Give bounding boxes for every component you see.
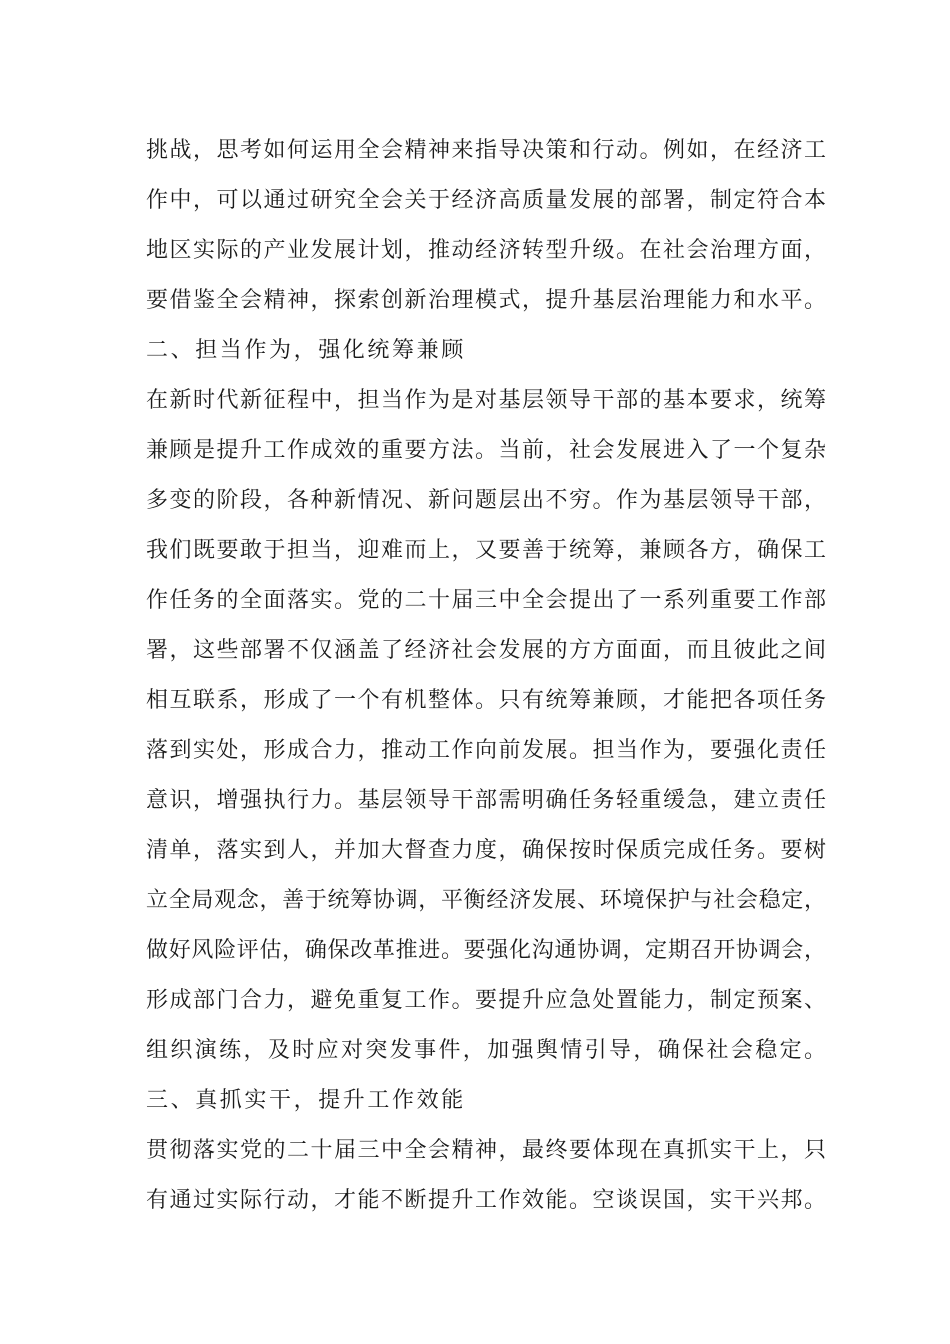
body-text-line: 有通过实际行动，才能不断提升工作效能。空谈误国，实干兴邦。: [146, 1188, 826, 1213]
body-text-line: 清单，落实到人，并加大督查力度，确保按时保质完成任务。要树: [146, 838, 826, 863]
section-heading-2: 二、担当作为，强化统筹兼顾: [146, 338, 466, 363]
body-text-line: 立全局观念，善于统筹协调，平衡经济发展、环境保护与社会稳定，: [146, 888, 826, 913]
body-text-line: 地区实际的产业发展计划，推动经济转型升级。在社会治理方面，: [146, 238, 826, 263]
body-text-line: 要借鉴全会精神，探索创新治理模式，提升基层治理能力和水平。: [146, 288, 826, 313]
body-text-line: 相互联系，形成了一个有机整体。只有统筹兼顾，才能把各项任务: [146, 688, 826, 713]
body-text-line: 在新时代新征程中，担当作为是对基层领导干部的基本要求，统筹: [146, 388, 826, 413]
body-text-line: 贯彻落实党的二十届三中全会精神，最终要体现在真抓实干上，只: [146, 1138, 826, 1163]
body-text-line: 意识，增强执行力。基层领导干部需明确任务轻重缓急，建立责任: [146, 788, 826, 813]
body-text-line: 挑战，思考如何运用全会精神来指导决策和行动。例如，在经济工: [146, 138, 826, 163]
body-text-line: 组织演练，及时应对突发事件，加强舆情引导，确保社会稳定。: [146, 1038, 826, 1063]
body-text-line: 作任务的全面落实。党的二十届三中全会提出了一系列重要工作部: [146, 588, 826, 613]
body-text-line: 落到实处，形成合力，推动工作向前发展。担当作为，要强化责任: [146, 738, 826, 763]
body-text-line: 做好风险评估，确保改革推进。要强化沟通协调，定期召开协调会，: [146, 938, 826, 963]
body-text-line: 我们既要敢于担当，迎难而上，又要善于统筹，兼顾各方，确保工: [146, 538, 826, 563]
body-text-line: 作中，可以通过研究全会关于经济高质量发展的部署，制定符合本: [146, 188, 826, 213]
body-text-line: 署，这些部署不仅涵盖了经济社会发展的方方面面，而且彼此之间: [146, 638, 826, 663]
body-text-line: 兼顾是提升工作成效的重要方法。当前，社会发展进入了一个复杂: [146, 438, 826, 463]
section-heading-3: 三、真抓实干，提升工作效能: [146, 1088, 466, 1113]
body-text-line: 形成部门合力，避免重复工作。要提升应急处置能力，制定预案、: [146, 988, 826, 1013]
body-text-line: 多变的阶段，各种新情况、新问题层出不穷。作为基层领导干部，: [146, 488, 826, 513]
